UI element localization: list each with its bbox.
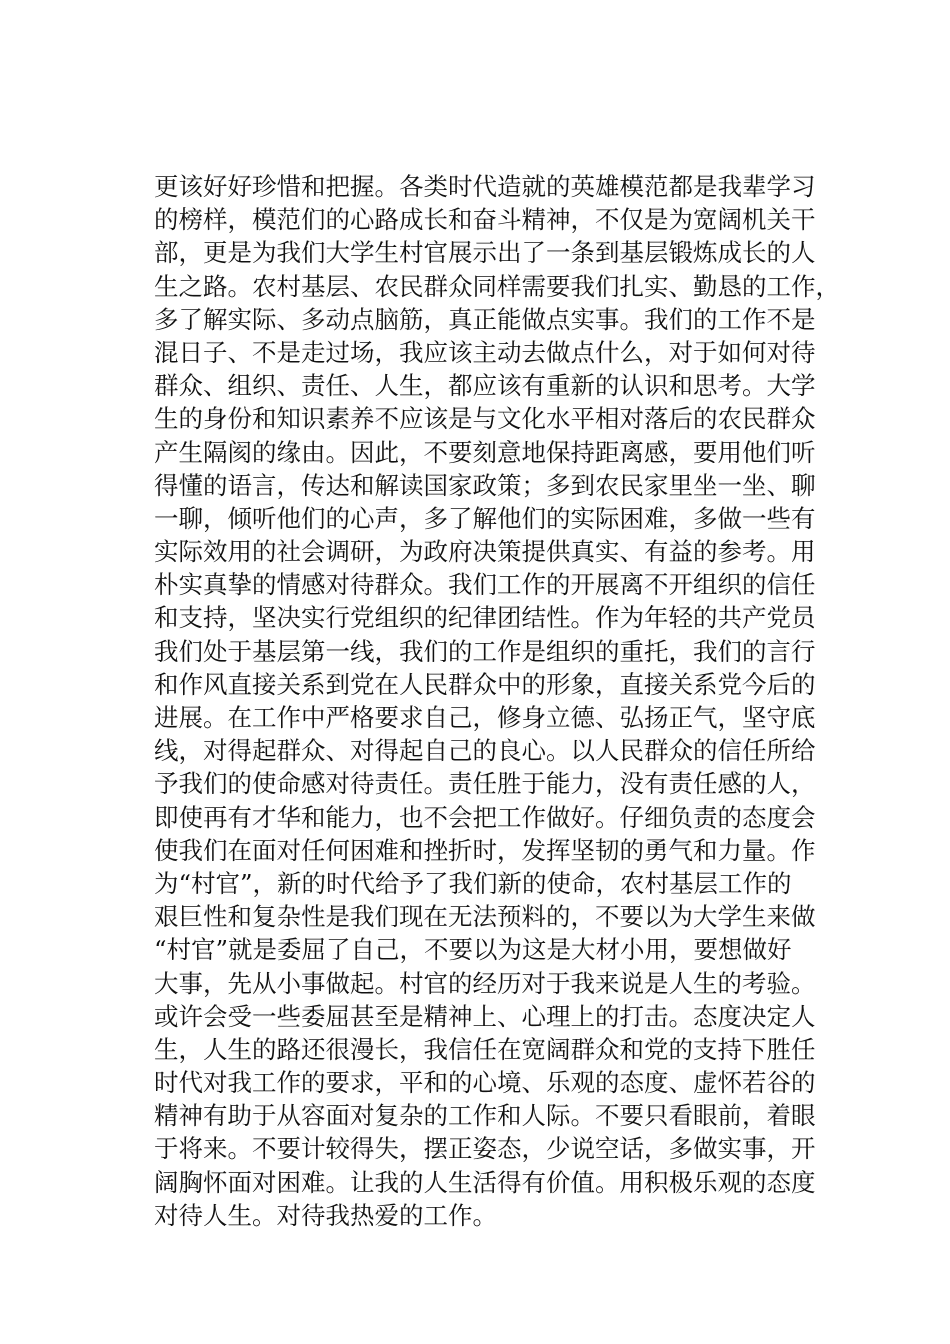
text-line: 多了解实际、多动点脑筋，真正能做点实事。我们的工作不是 <box>154 304 816 334</box>
text-line: 进展。在工作中严格要求自己，修身立德、弘扬正气，坚守底 <box>154 703 816 732</box>
text-line: 生之路。农村基层、农民群众同样需要我们扎实、勤恳的工作， <box>154 271 840 301</box>
text-line: 朴实真挚的情感对待群众。我们工作的开展离不开组织的信任 <box>154 570 816 600</box>
text-line: 于将来。不要计较得失，摆正姿态，少说空话，多做实事，开 <box>154 1134 816 1164</box>
text-line: 生，人生的路还很漫长，我信任在宽阔群众和党的支持下胜任 <box>154 1034 816 1064</box>
text-line: 更该好好珍惜和把握。各类时代造就的英雄模范都是我辈学习 <box>154 172 816 201</box>
text-line: 时代对我工作的要求，平和的心境、乐观的态度、虚怀若谷的 <box>154 1068 816 1098</box>
text-line: 一聊，倾听他们的心声，多了解他们的实际困难，多做一些有 <box>154 503 816 533</box>
text-line: 和支持，坚决实行党组织的纪律团结性。作为年轻的共产党员 <box>154 603 816 633</box>
text-line: “村官”就是委屈了自己，不要以为这是大材小用，要想做好 <box>154 935 792 965</box>
text-line: 实际效用的社会调研，为政府决策提供真实、有益的参考。用 <box>154 537 816 567</box>
text-line: 的榜样，模范们的心路成长和奋斗精神，不仅是为宽阔机关干 <box>154 205 816 235</box>
text-line: 大事，先从小事做起。村官的经历对于我来说是人生的考验。 <box>154 968 816 998</box>
text-line: 或许会受一些委屈甚至是精神上、心理上的打击。态度决定人 <box>154 1001 816 1031</box>
text-line: 我们处于基层第一线，我们的工作是组织的重托，我们的言行 <box>154 636 816 666</box>
text-line: 予我们的使命感对待责任。责任胜于能力，没有责任感的人， <box>154 769 816 799</box>
text-line: 得懂的语言，传达和解读国家政策；多到农民家里坐一坐、聊 <box>154 470 816 500</box>
text-line: 对待人生。对待我热爱的工作。 <box>154 1200 497 1230</box>
text-line: 线，对得起群众、对得起自己的良心。以人民群众的信任所给 <box>154 736 816 766</box>
text-line: 混日子、不是走过场，我应该主动去做点什么，对于如何对待 <box>154 337 816 367</box>
text-line: 精神有助于从容面对复杂的工作和人际。不要只看眼前，着眼 <box>154 1101 816 1131</box>
text-line: 群众、组织、责任、人生，都应该有重新的认识和思考。大学 <box>154 371 816 401</box>
text-line: 即使再有才华和能力，也不会把工作做好。仔细负责的态度会 <box>154 802 816 832</box>
body-text <box>154 170 854 1232</box>
text-line: 和作风直接关系到党在人民群众中的形象，直接关系党今后的 <box>154 669 816 699</box>
text-line: 产生隔阂的缘由。因此，不要刻意地保持距离感，要用他们听 <box>154 437 816 467</box>
text-line: 阔胸怀面对困难。让我的人生活得有价值。用积极乐观的态度 <box>154 1167 816 1197</box>
text-line: 使我们在面对任何困难和挫折时，发挥坚韧的勇气和力量。作 <box>154 835 816 865</box>
text-line: 为“村官”，新的时代给予了我们新的使命，农村基层工作的 <box>154 868 792 898</box>
text-line: 生的身份和知识素养不应该是与文化水平相对落后的农民群众 <box>154 404 816 434</box>
text-line: 部，更是为我们大学生村官展示出了一条到基层锻炼成长的人 <box>154 238 816 268</box>
text-line: 艰巨性和复杂性是我们现在无法预料的，不要以为大学生来做 <box>154 902 816 932</box>
